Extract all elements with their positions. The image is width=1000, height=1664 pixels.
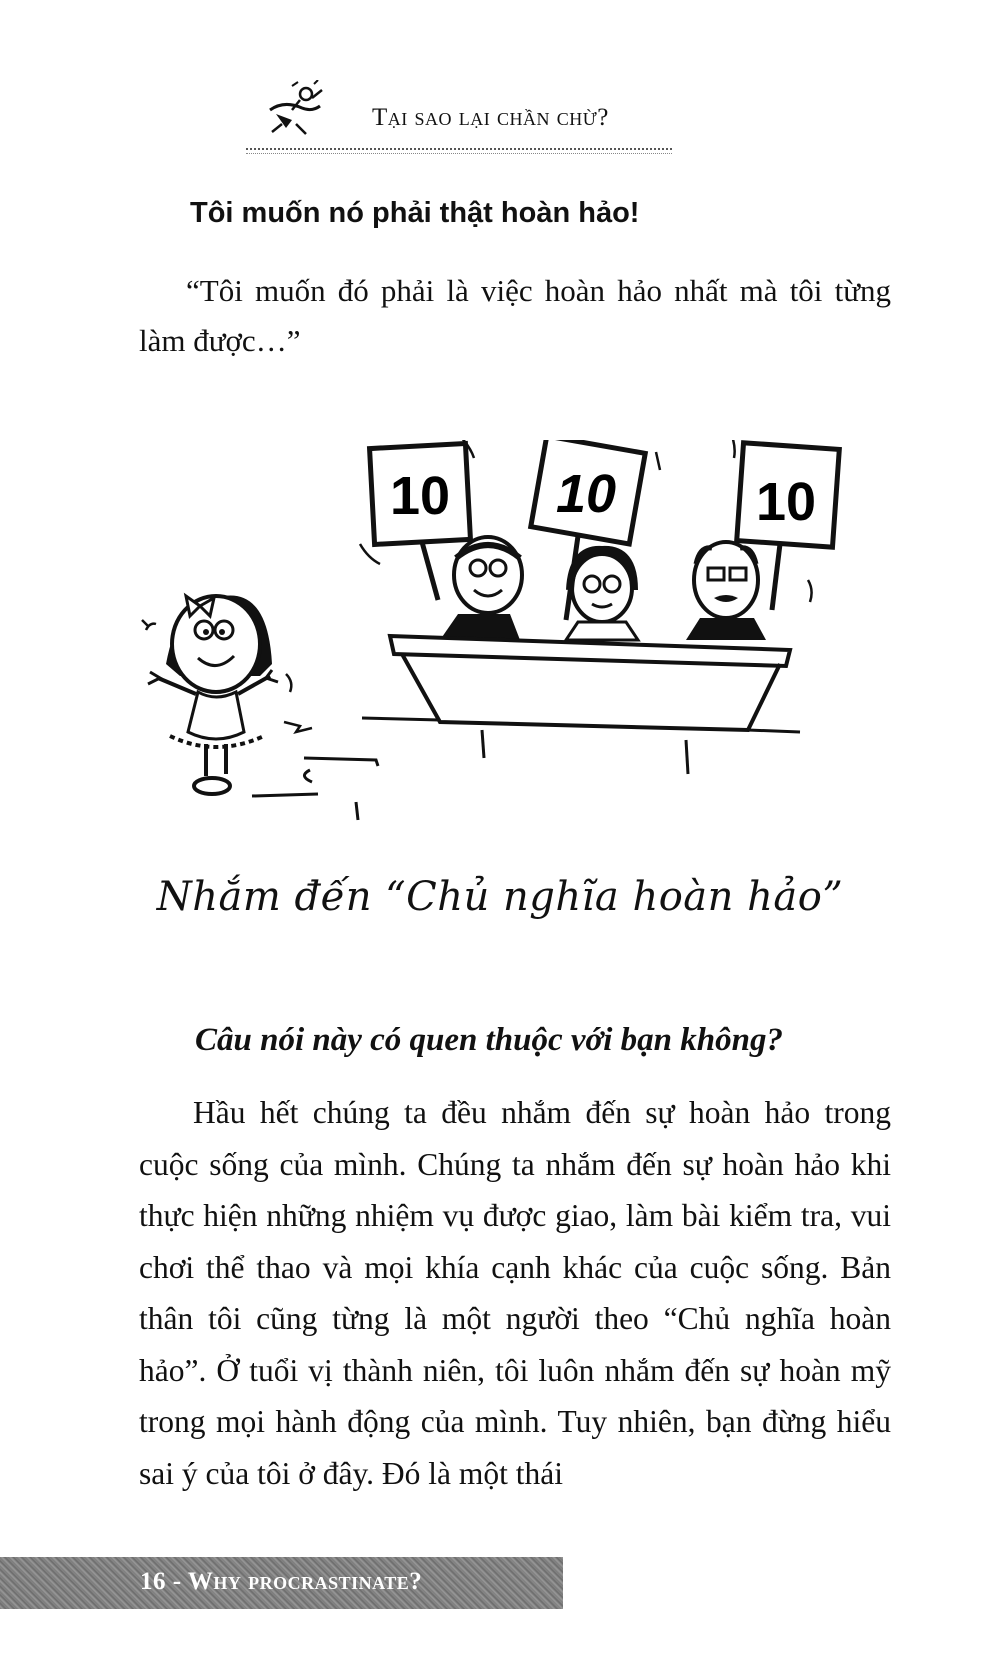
running-head: Tại sao lại chần chừ? bbox=[372, 104, 609, 131]
fairy-ornament-icon bbox=[262, 80, 328, 138]
judge-left bbox=[440, 537, 522, 640]
scorecard-right-score: 10 bbox=[755, 472, 817, 532]
illustration-caption: Nhắm đến “Chủ nghĩa hoàn hảo” bbox=[156, 874, 844, 920]
body-paragraph: Hầu hết chúng ta đều nhắm đến sự hoàn hảo trong cuộc sống của mình. Chúng ta nhắm đến sự hoàn hảo khi thực hiện những nhiệm vụ được giao, làm bài kiểm tra, vui chơi thể thao và mọi khía cạnh khác của cuộc sống. Bản thân tôi cũng từng là một người theo “Chủ nghĩa hoàn hảo”. Ở tuổi vị thành niên, tôi luôn nhắm đến sự hoàn mỹ trong mọi hành động của mình. Tuy nhiên, bạn đừng hiểu sai ý của tôi ở đây. Đó là một thái bbox=[139, 1095, 891, 1491]
header-divider-secondary bbox=[246, 153, 672, 154]
scorecard-left-score: 10 bbox=[389, 466, 451, 526]
girl-figure bbox=[142, 596, 378, 796]
judges-illustration bbox=[140, 440, 900, 880]
judges-table bbox=[356, 636, 800, 820]
judge-middle bbox=[566, 550, 638, 640]
section-question: Câu nói này có quen thuộc với bạn không? bbox=[195, 1022, 783, 1058]
header-divider bbox=[246, 148, 672, 150]
section-heading: Tôi muốn nó phải thật hoàn hảo! bbox=[190, 197, 640, 229]
page-folio: 16 - Why procrastinate? bbox=[140, 1568, 423, 1595]
perfection-quote: “Tôi muốn đó phải là việc hoàn hảo nhất mà tôi từng làm được…” bbox=[139, 273, 891, 358]
judge-right bbox=[686, 542, 766, 640]
scorecard-middle-score: 10 bbox=[555, 464, 617, 524]
